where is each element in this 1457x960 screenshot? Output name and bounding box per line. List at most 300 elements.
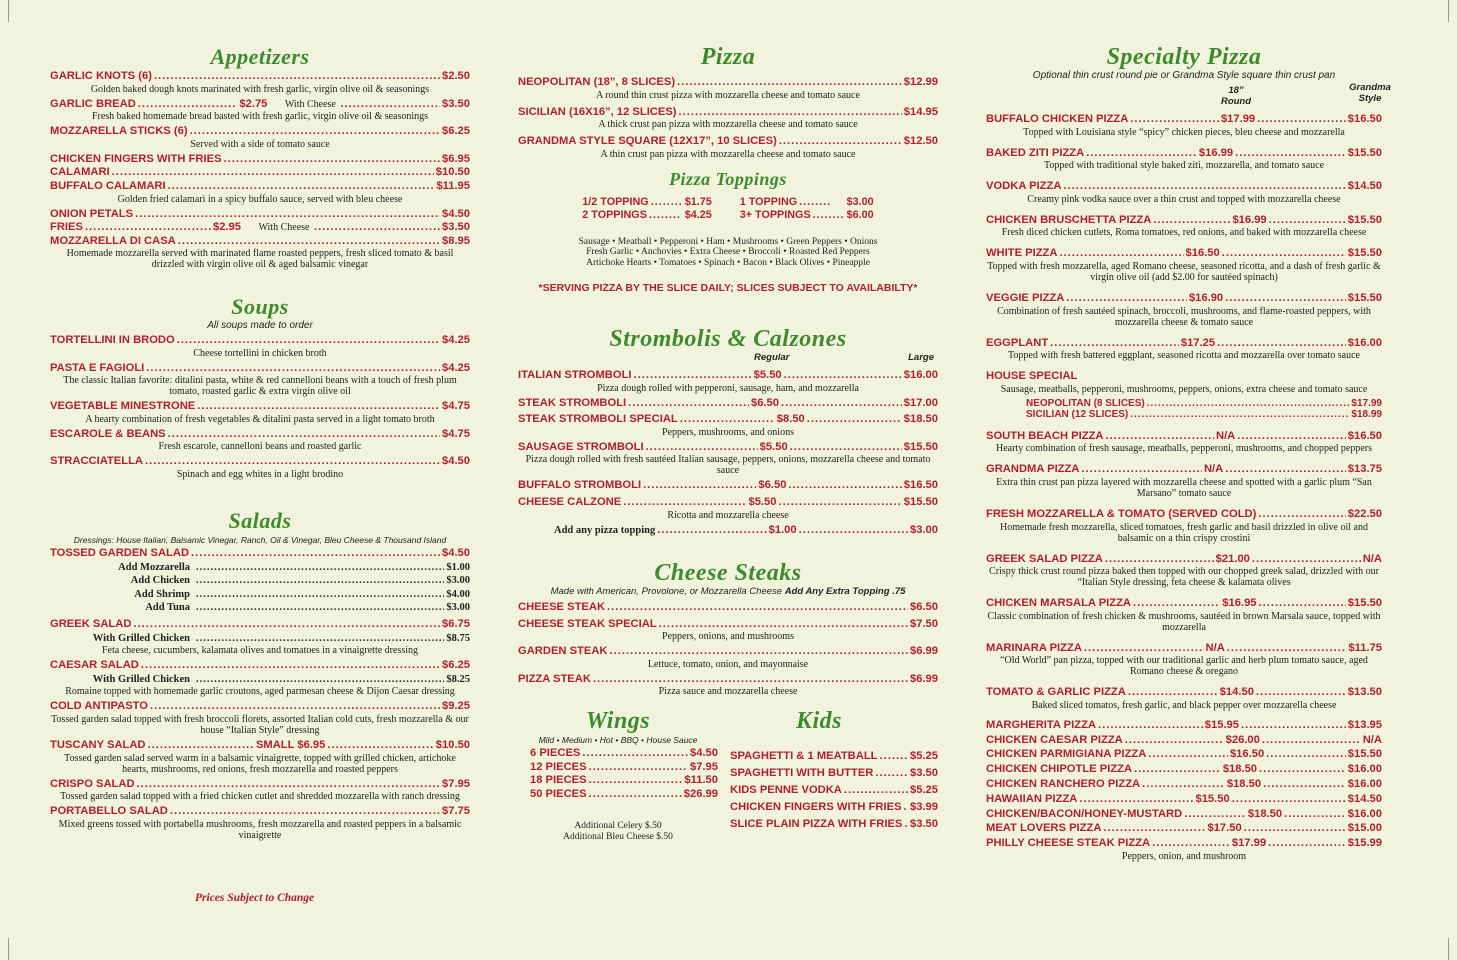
cheesesteaks-subtitle xyxy=(518,586,938,598)
item-description: Topped with fresh battered eggplant, seasoned ricotta and mozzarella over tomato sauce xyxy=(1008,350,1360,362)
dot-leader xyxy=(196,601,444,615)
wings-list xyxy=(518,747,718,801)
item-name: MEAT LOVERS PIZZA xyxy=(986,822,1102,835)
dot-leader xyxy=(1262,734,1361,748)
menu-item-row xyxy=(986,719,1382,733)
menu-item-row xyxy=(50,235,470,249)
item-name: TOSSED GARDEN SALAD xyxy=(50,547,190,559)
item-name: FRESH MOZZARELLA & TOMATO (SERVED COLD) xyxy=(986,507,1257,520)
item-price: $4.50 xyxy=(442,547,470,559)
dot-leader xyxy=(651,196,683,210)
menu-item-row xyxy=(50,547,470,561)
menu-item-row xyxy=(986,808,1382,822)
item-price: $17.50 xyxy=(1207,822,1242,835)
item-name: COLD ANTIPASTO xyxy=(50,700,148,713)
dot-leader xyxy=(1252,553,1361,567)
item-price: $7.95 xyxy=(442,777,470,790)
strombolis-title: Strombolis & Calzones xyxy=(609,326,847,352)
menu-item-row xyxy=(986,553,1382,567)
item-name: EGGPLANT xyxy=(986,336,1049,349)
menu-item-row xyxy=(986,597,1382,611)
wings-extras xyxy=(518,821,718,842)
dot-leader xyxy=(148,739,254,753)
item-price: $4.75 xyxy=(442,427,470,440)
dot-leader xyxy=(1269,214,1346,228)
item-name: GARDEN STEAK xyxy=(518,645,608,658)
kids-list xyxy=(730,750,938,832)
item-name: FRIES xyxy=(50,221,83,234)
item-description: Tossed garden salad served warm in a balsamic vinaigrette, topped with grilled chicken, artichoke hearts, mushrooms, red onions, fresh mozzarella and roasted peppers xyxy=(64,752,456,775)
dot-leader xyxy=(1225,463,1346,477)
dot-leader xyxy=(1133,597,1220,611)
dot-leader xyxy=(154,70,440,84)
item-name: PIZZA STEAK xyxy=(518,672,591,685)
dot-leader xyxy=(778,496,901,510)
item-name: STEAK STROMBOLI SPECIAL xyxy=(518,413,678,426)
menu-item-row xyxy=(582,196,711,210)
item-description: Spinach and egg whites in a light brodino xyxy=(176,468,344,480)
pizza-toppings-title: Pizza Toppings xyxy=(669,168,787,189)
item-description: Topped with Louisiana style “spicy” chicken pieces, bleu cheese and mozzarella xyxy=(1023,126,1345,138)
item-name: TUSCANY SALAD xyxy=(50,738,146,751)
dot-leader xyxy=(1152,837,1230,851)
item-price: $11.95 xyxy=(436,179,470,192)
item-price: $14.95 xyxy=(903,105,938,118)
menu-item-row xyxy=(986,409,1382,421)
dot-leader xyxy=(178,235,440,249)
item-description: A hearty combination of fresh vegetables & ditalini pasta served in a light tomato broth xyxy=(85,413,435,425)
item-price: $4.25 xyxy=(442,361,470,374)
item-name: SOUTH BEACH PIZZA xyxy=(986,429,1104,442)
menu-item-row xyxy=(50,208,470,222)
menu-item-row xyxy=(50,659,470,673)
soups-list xyxy=(50,334,470,480)
item-name: CHICKEN/BACON/HONEY-MUSTARD xyxy=(986,807,1183,820)
item-price: $13.95 xyxy=(1347,718,1382,731)
item-description: Hearty combination of fresh sausage, meatballs, pepperoni, mushrooms, and chopped peppers xyxy=(995,443,1372,455)
item-name: NEOPOLITAN (18”, 8 SLICES) xyxy=(518,76,676,88)
menu-item-row xyxy=(986,763,1382,777)
item-price: $15.50 xyxy=(903,495,938,508)
menu-item-row xyxy=(50,428,470,442)
item-name: TOMATO & GARLIC PIZZA xyxy=(986,686,1126,699)
item-description: A round thin crust pizza with mozzarella cheese and tomato sauce xyxy=(596,89,860,101)
item-price: $4.75 xyxy=(442,400,470,413)
dot-leader xyxy=(197,400,440,414)
dot-leader xyxy=(1244,822,1346,836)
item-name: MOZZARELLA STICKS (6) xyxy=(50,125,188,138)
pizza-list xyxy=(518,76,938,160)
item-price: $15.50 xyxy=(903,440,938,453)
item-price: $17.00 xyxy=(903,396,938,409)
item-description: Fresh baked homemade bread basted with fresh garlic, virgin olive oil & seasonings xyxy=(91,111,429,123)
slice-notice: *SERVING PIZZA BY THE SLICE DAILY; SLICES SUBJECT TO AVAILABILTY* xyxy=(538,282,918,295)
dot-leader xyxy=(904,801,908,815)
item-name: ONION PETALS xyxy=(50,207,134,220)
dot-leader xyxy=(1259,597,1346,611)
appetizers-title: Appetizers xyxy=(210,44,310,69)
menu-item-row xyxy=(530,747,718,761)
dot-leader xyxy=(1259,763,1346,777)
item-name: Add Tuna xyxy=(145,602,190,614)
item-description: Peppers, onions, and mushrooms xyxy=(662,631,794,643)
item-price: $16.00 xyxy=(1347,763,1382,776)
item-name: 18 PIECES xyxy=(530,774,587,787)
dot-leader xyxy=(1232,793,1346,807)
item-price: $15.50 xyxy=(1347,597,1382,610)
menu-item-row xyxy=(50,400,470,414)
dot-leader xyxy=(589,788,682,802)
dot-leader xyxy=(1059,247,1183,261)
dot-leader xyxy=(779,135,902,149)
item-price: $16.50 xyxy=(1347,429,1382,442)
item-price: $18.50 xyxy=(1226,778,1262,791)
item-price: N/A xyxy=(1203,463,1224,476)
item-price: $15.50 xyxy=(1195,792,1230,805)
dot-leader xyxy=(677,76,902,90)
dot-leader xyxy=(177,334,440,348)
dot-leader xyxy=(875,767,908,781)
dot-leader xyxy=(340,98,440,112)
item-price: $18.50 xyxy=(1247,807,1283,820)
item-name: Add any pizza topping xyxy=(554,524,656,536)
soups-title: Soups xyxy=(231,294,289,319)
dot-leader xyxy=(679,106,902,120)
item-description: Sausage, meatballs, pepperoni, mushrooms, peppers, onions, extra cheese and tomato sauce xyxy=(1000,383,1368,395)
wings-extra-line: Additional Celery $.50 xyxy=(574,821,662,832)
item-description: Extra thin crust pan pizza layered with mozzarella cheese and spotted with a garlic plum “San Marsano” tomato sauce xyxy=(996,476,1372,499)
item-price: $17.99 xyxy=(1351,397,1382,409)
item-price: $26.00 xyxy=(1225,733,1260,746)
item-name: 50 PIECES xyxy=(530,787,587,800)
item-price: $16.00 xyxy=(1347,778,1382,791)
menu-item-row xyxy=(986,822,1382,836)
item-price: N/A xyxy=(1362,733,1382,746)
wings-title: Wings xyxy=(585,708,651,734)
menu-item-row xyxy=(50,98,470,112)
item-price: $3.50 xyxy=(910,818,938,831)
item-description: Tossed garden salad topped with a fried chicken cutlet and shredded mozzarella with ranch dressing xyxy=(60,791,460,803)
item-name: GRANDMA PIZZA xyxy=(986,463,1080,476)
item-name: Add Mozzarella xyxy=(118,561,190,573)
item-price: $6.25 xyxy=(442,125,470,138)
menu-item-row xyxy=(50,700,470,714)
menu-item-row xyxy=(50,561,470,575)
menu-item-row xyxy=(50,70,470,84)
dot-leader xyxy=(1105,430,1214,444)
item-price: $5.25 xyxy=(910,784,938,797)
dot-leader xyxy=(1084,642,1204,656)
item-price: $5.50 xyxy=(753,369,782,381)
item-name: SPAGHETTI & 1 MEATBALL xyxy=(730,750,878,762)
item-price: $13.75 xyxy=(1347,463,1382,476)
item-description: Served with a side of tomato sauce xyxy=(190,138,330,150)
menu-item-row xyxy=(986,430,1382,444)
pizza-section xyxy=(518,44,938,294)
dot-leader xyxy=(1284,808,1346,822)
toppings-list xyxy=(518,237,938,269)
item-price: $16.99 xyxy=(1232,213,1267,226)
dot-leader xyxy=(1237,430,1346,444)
dot-leader xyxy=(1130,409,1349,421)
dot-leader xyxy=(799,524,908,538)
menu-item-row xyxy=(50,362,470,376)
item-price: $6.25 xyxy=(442,659,470,672)
menu-item-row xyxy=(986,247,1382,261)
item-name: 12 PIECES xyxy=(530,760,587,773)
item-name: CHICKEN BRUSCHETTA PIZZA xyxy=(986,213,1152,226)
dot-leader xyxy=(643,479,756,493)
dot-leader xyxy=(135,208,440,222)
toppings-line: Fresh Garlic • Anchovies • Extra Cheese • Broccoli • Roasted Red Peppers xyxy=(586,247,870,258)
dot-leader xyxy=(807,413,902,427)
item-description: Crispy thick crust round pizza baked then topped with our chopped greek salad, drizzled with our “Italian Style dressing, feta cheese & kalamata olives xyxy=(989,566,1379,589)
menu-item-row xyxy=(50,180,470,194)
item-price: $15.00 xyxy=(1347,822,1382,835)
salads-section xyxy=(50,508,470,844)
item-description: Baked sliced tomatos, fresh garlic, and black pepper over mozzarella cheese xyxy=(1031,699,1337,711)
item-price: $15.50 xyxy=(1347,247,1382,260)
menu-item-row xyxy=(986,793,1382,807)
item-price: $16.00 xyxy=(1347,807,1382,820)
toppings-line: Artichoke Hearts • Tomatoes • Spinach • Bacon • Black Olives • Pineapple xyxy=(586,257,870,268)
item-name: WHITE PIZZA xyxy=(986,247,1058,260)
cheesesteaks-section xyxy=(518,560,938,700)
dot-leader xyxy=(788,479,901,493)
item-price: $16.00 xyxy=(1347,336,1382,349)
item-name: VODKA PIZZA xyxy=(986,180,1062,193)
item-name: CHICKEN CHIPOTLE PIZZA xyxy=(986,763,1133,776)
item-price: $11.50 xyxy=(684,774,718,787)
dot-leader xyxy=(657,524,766,538)
dot-leader xyxy=(1222,247,1346,261)
item-description: Topped with fresh mozzarella, aged Romano cheese, seasoned ricotta, and a dash of fresh garlic & virgin olive oil (add $2.00 for sautéed spinach) xyxy=(987,260,1381,283)
menu-item-row xyxy=(518,441,938,455)
dot-leader xyxy=(1268,837,1346,851)
item-option: With Cheese xyxy=(267,98,339,110)
dot-leader xyxy=(1258,508,1345,522)
item-price: $7.95 xyxy=(690,760,718,773)
cheesesteaks-subtitle-text: Made with American, Provolone, or Mozzarella Cheese xyxy=(550,586,783,597)
item-name: BUFFALO STROMBOLI xyxy=(518,479,642,492)
item-name: STEAK STROMBOLI xyxy=(518,396,627,409)
item-description: Feta cheese, cucumbers, kalamata olives and tomatoes in a vinaigrette dressing xyxy=(101,645,418,657)
menu-item-row xyxy=(518,76,938,90)
menu-item-row xyxy=(518,479,938,493)
dot-leader xyxy=(196,574,444,588)
item-name: CHEESE CALZONE xyxy=(518,495,622,508)
dot-leader xyxy=(646,441,758,455)
menu-item-row xyxy=(50,618,470,632)
kids-title: Kids xyxy=(795,708,842,734)
item-price: $6.50 xyxy=(910,601,938,613)
item-price: $8.95 xyxy=(442,234,470,247)
menu-item-row xyxy=(986,180,1382,194)
item-name: CHICKEN RANCHERO PIZZA xyxy=(986,778,1141,791)
item-price: $14.50 xyxy=(1347,180,1382,193)
prices-notice: Prices Subject to Change xyxy=(195,892,315,904)
item-name: CHICKEN CAESAR PIZZA xyxy=(986,733,1123,746)
item-price: $10.50 xyxy=(435,738,471,751)
item-price: $15.50 xyxy=(1347,146,1382,159)
wings-sauces: Mild • Medium • Hot • BBQ • House Sauce xyxy=(538,735,698,745)
menu-item-row xyxy=(740,209,874,223)
dot-leader xyxy=(1128,686,1218,700)
dot-leader xyxy=(138,98,238,112)
menu-item-row xyxy=(986,214,1382,228)
item-price: $7.50 xyxy=(910,617,938,630)
dot-leader xyxy=(1263,778,1346,792)
specialty-subtitle: Optional thin crust round pie or Grandma Style square thin crust pan xyxy=(1032,70,1336,81)
column-right xyxy=(986,0,1391,960)
menu-item-row xyxy=(986,337,1382,351)
item-name: CHEESE STEAK SPECIAL xyxy=(518,617,657,630)
item-price: $12.50 xyxy=(903,135,938,148)
item-price: $14.50 xyxy=(1347,792,1382,805)
item-name: HOUSE SPECIAL xyxy=(986,370,1078,383)
dot-leader xyxy=(1066,292,1187,306)
item-price: $2.75 xyxy=(239,97,268,110)
dot-leader xyxy=(1227,642,1347,656)
dot-leader xyxy=(1125,734,1224,748)
item-price: $16.90 xyxy=(1188,291,1224,304)
item-name: MOZZARELLA DI CASA xyxy=(50,234,176,247)
item-price: $11.75 xyxy=(1348,641,1382,654)
item-price: $16.50 xyxy=(903,479,938,492)
item-price: N/A xyxy=(1205,641,1225,654)
dot-leader xyxy=(1256,686,1346,700)
item-description: “Old World” pan pizza, topped with our traditional garlic and herb plum tomato sauce, aged Romano cheese & oregano xyxy=(1000,655,1368,678)
dot-leader xyxy=(196,673,444,687)
item-name: GREEK SALAD PIZZA xyxy=(986,552,1103,565)
menu-item-row xyxy=(986,734,1382,748)
item-name: 2 TOPPINGS xyxy=(582,209,647,222)
menu-item-row xyxy=(986,113,1382,127)
dot-leader xyxy=(1086,147,1197,161)
item-price: $16.50 xyxy=(1185,247,1220,260)
item-price: $3.00 xyxy=(846,195,874,208)
item-price: $15.99 xyxy=(1347,837,1382,850)
dot-leader xyxy=(623,496,746,510)
item-price: $26.99 xyxy=(683,787,718,800)
item-price: $16.00 xyxy=(903,369,938,381)
menu-item-row xyxy=(50,574,470,588)
strombolis-section xyxy=(518,326,938,537)
dot-leader xyxy=(813,209,845,223)
item-name: SLICE PLAIN PIZZA WITH FRIES xyxy=(730,818,903,831)
item-name: SICILIAN (16X16”, 12 SLICES) xyxy=(518,105,677,118)
large-header: Large xyxy=(908,352,934,363)
crop-mark xyxy=(8,0,9,22)
item-price: $6.00 xyxy=(846,209,874,222)
item-price: $4.25 xyxy=(684,209,712,222)
dot-leader xyxy=(790,441,902,455)
dot-leader xyxy=(146,362,440,376)
item-price: $4.25 xyxy=(442,334,470,346)
dot-leader xyxy=(1217,337,1346,351)
item-name: With Grilled Chicken xyxy=(92,632,190,644)
appetizers-list xyxy=(50,70,470,270)
item-price: $22.50 xyxy=(1347,507,1382,520)
dot-leader xyxy=(168,428,440,442)
item-name: With Grilled Chicken xyxy=(92,673,190,685)
dot-leader xyxy=(196,632,444,646)
menu-item-row xyxy=(50,632,470,646)
salads-title: Salads xyxy=(228,508,292,533)
salads-list xyxy=(50,547,470,841)
kids-section xyxy=(730,708,938,835)
regular-header: Regular xyxy=(754,352,790,363)
menu-item-row xyxy=(582,209,711,223)
menu-item-row xyxy=(530,761,718,775)
item-description: Tossed garden salad topped with fresh broccoli florets, assorted Italian cold cuts, fresh mozzarella & our house “Italian Style” dressing xyxy=(51,713,469,736)
dot-leader xyxy=(844,784,908,798)
menu-item-row xyxy=(518,524,938,538)
item-description: Homemade mozzarella served with marinated flame roasted peppers, fresh sliced tomato & basil drizzled with virgin olive oil & aged balsamic vinegar xyxy=(66,248,454,271)
dot-leader xyxy=(593,673,908,687)
item-price: $8.75 xyxy=(446,632,470,644)
menu-item-row xyxy=(986,508,1382,522)
grandma-header: Grandma Style xyxy=(1349,82,1391,104)
item-price: $15.50 xyxy=(1347,213,1382,226)
item-name: CHICKEN FINGERS WITH FRIES xyxy=(730,801,902,814)
menu-item-row xyxy=(986,463,1382,477)
menu-item-row xyxy=(50,334,470,348)
item-description: Romaine topped with homemade garlic croutons, aged parmesan cheese & Dijon Caesar dressing xyxy=(65,686,455,698)
menu-item-row xyxy=(518,413,938,427)
dot-leader xyxy=(145,455,440,469)
item-name: BUFFALO CHICKEN PIZZA xyxy=(986,113,1129,125)
item-name: Add Chicken xyxy=(130,575,190,587)
menu-item-row xyxy=(50,221,470,235)
dot-leader xyxy=(133,618,440,632)
dot-leader xyxy=(1098,719,1203,733)
dot-leader xyxy=(582,747,688,761)
item-name: CALAMARI xyxy=(50,166,110,179)
wings-extra-line: Additional Bleu Cheese $.50 xyxy=(563,831,673,842)
item-name: 1/2 TOPPING xyxy=(582,195,649,208)
item-price: $6.99 xyxy=(910,672,938,685)
item-price: $5.50 xyxy=(748,495,777,508)
dot-leader xyxy=(634,369,752,383)
item-price: $21.00 xyxy=(1215,552,1250,565)
menu-item-row xyxy=(986,748,1382,762)
pizza-title: Pizza xyxy=(700,44,756,70)
dot-leader xyxy=(1050,337,1179,351)
menu-item-row xyxy=(986,642,1382,656)
item-description: Fresh escarole, cannelloni beans and roasted garlic xyxy=(158,441,362,453)
menu-item-row xyxy=(50,739,470,753)
item-name: KIDS PENNE VODKA xyxy=(730,784,842,797)
item-name: MARINARA PIZZA xyxy=(986,641,1082,654)
item-price: $5.50 xyxy=(759,440,788,453)
item-price: $15.95 xyxy=(1204,718,1239,731)
item-name: PHILLY CHEESE STEAK PIZZA xyxy=(986,837,1151,850)
item-price: $3.99 xyxy=(910,801,938,814)
dot-leader xyxy=(1153,214,1230,228)
dot-leader xyxy=(196,588,444,602)
stromboli-list xyxy=(518,369,938,537)
item-price: $8.50 xyxy=(776,413,805,426)
item-price: $1.00 xyxy=(446,561,470,573)
specialty-title: Specialty Pizza xyxy=(1106,44,1262,70)
item-price: $1.75 xyxy=(684,195,712,208)
item-name: ITALIAN STROMBOLI xyxy=(518,369,632,381)
toppings-left xyxy=(582,196,711,223)
dot-leader xyxy=(327,739,433,753)
item-description: Classic combination of fresh chicken & mushrooms, sautéed in brown Marsala sauce, topped with mozzarella xyxy=(987,610,1381,633)
dot-leader xyxy=(904,818,908,832)
